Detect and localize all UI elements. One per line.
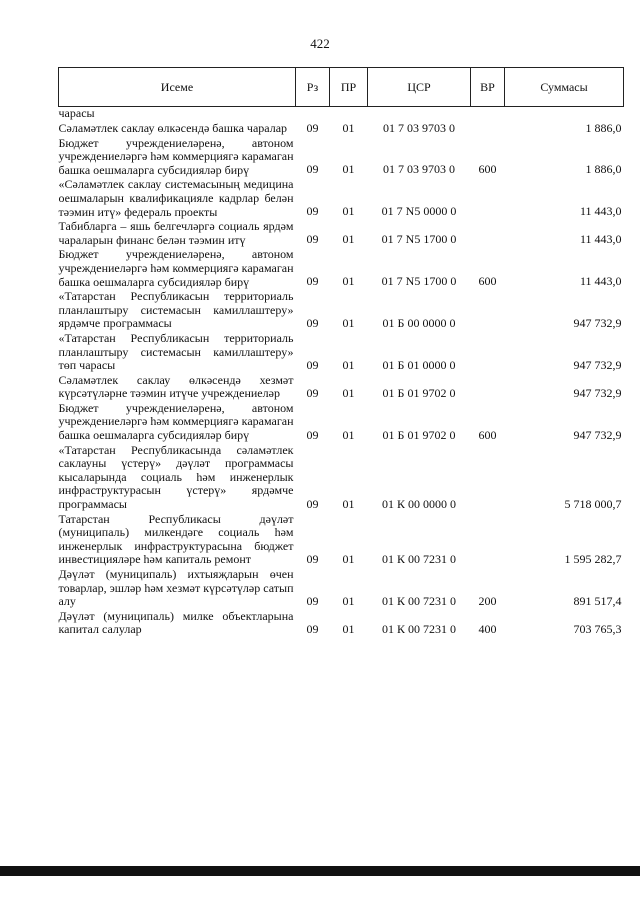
row-vr bbox=[471, 121, 505, 136]
row-sum: 1 595 282,7 bbox=[564, 552, 622, 566]
row-sum: 11 443,0 bbox=[579, 204, 622, 219]
table-header bbox=[59, 68, 624, 107]
row-pr: 01 bbox=[342, 593, 355, 608]
table-row bbox=[59, 512, 624, 567]
row-pr: 01 bbox=[342, 385, 355, 400]
table-body bbox=[59, 107, 624, 637]
row-rz: 09 bbox=[306, 274, 319, 289]
row-sum: 947 732,9 bbox=[573, 315, 622, 330]
table-row bbox=[59, 567, 624, 609]
header-name: Исеме bbox=[59, 68, 296, 107]
row-rz: 09 bbox=[306, 232, 319, 247]
row-rz: 09 bbox=[306, 496, 319, 511]
row-csr: 01 К 00 7231 0 bbox=[381, 593, 456, 608]
row-csr: 01 К 00 7231 0 bbox=[381, 552, 456, 566]
row-csr: 01 7 N5 1700 0 bbox=[381, 274, 457, 289]
header-pr: ПР bbox=[330, 68, 368, 107]
row-vr: 400 bbox=[478, 621, 497, 636]
table-row bbox=[59, 107, 624, 121]
row-rz: 09 bbox=[306, 621, 319, 636]
row-vr bbox=[471, 177, 505, 219]
row-sum: 1 886,0 bbox=[585, 162, 622, 177]
row-csr: 01 7 03 9703 0 bbox=[383, 162, 455, 177]
row-pr: 01 bbox=[342, 357, 355, 372]
row-vr bbox=[471, 512, 505, 567]
table-row bbox=[59, 177, 624, 219]
row-csr bbox=[368, 107, 471, 121]
header-csr: ЦСР bbox=[368, 68, 471, 107]
row-sum: 11 443,0 bbox=[579, 274, 622, 289]
row-rz: 09 bbox=[306, 315, 319, 330]
row-pr: 01 bbox=[342, 315, 355, 330]
row-sum: 947 732,9 bbox=[573, 385, 622, 400]
row-pr: 01 bbox=[342, 120, 355, 135]
row-csr: 01 К 00 0000 0 bbox=[381, 496, 456, 511]
row-pr bbox=[330, 107, 368, 121]
row-sum: 947 732,9 bbox=[573, 427, 622, 442]
row-name: Табибларга – яшь белгечләргә социаль ярдәм чараларын финанс белән тәэмин итү bbox=[58, 219, 294, 247]
header-vr: ВР bbox=[471, 68, 505, 107]
table-row bbox=[59, 219, 624, 247]
row-csr: 01 Б 01 0000 0 bbox=[382, 357, 456, 372]
row-name: чарасы bbox=[58, 106, 95, 120]
row-rz: 09 bbox=[306, 427, 319, 442]
row-sum bbox=[505, 107, 624, 121]
row-pr: 01 bbox=[342, 232, 355, 247]
header-row bbox=[59, 68, 624, 107]
table-row bbox=[59, 121, 624, 136]
table-row bbox=[59, 401, 624, 443]
row-vr bbox=[471, 219, 505, 247]
row-vr bbox=[471, 107, 505, 121]
row-vr: 600 bbox=[478, 427, 497, 442]
table-row bbox=[59, 609, 624, 637]
row-pr: 01 bbox=[342, 552, 355, 566]
row-rz: 09 bbox=[306, 593, 319, 608]
table-row bbox=[59, 443, 624, 512]
table-row bbox=[59, 247, 624, 289]
row-sum: 891 517,4 bbox=[573, 593, 622, 608]
row-csr: 01 К 00 7231 0 bbox=[381, 621, 456, 636]
row-vr: 600 bbox=[478, 274, 497, 289]
budget-table-container bbox=[58, 67, 623, 637]
table-row bbox=[59, 289, 624, 331]
row-name: «Сәламәтлек саклау системасының медицина оешмаларын квалификацияле кадрлар белән тәэмин итү» федераль проекты bbox=[58, 177, 294, 219]
row-sum: 947 732,9 bbox=[573, 357, 622, 372]
row-pr: 01 bbox=[342, 274, 355, 289]
row-sum: 5 718 000,7 bbox=[564, 496, 622, 511]
row-name: Дәүләт (муниципаль) милке объектларына капитал салулар bbox=[58, 608, 294, 637]
row-pr: 01 bbox=[342, 204, 355, 219]
row-sum: 1 886,0 bbox=[585, 120, 622, 135]
row-name: Дәүләт (муниципаль) ихтыяҗларын өчен товарлар, эшләр һәм хезмәт күрсәтүләр сатып алу bbox=[58, 567, 294, 609]
row-name: Татарстан Республикасы дәүләт (муниципаль) милкендәге социаль һәм инженерлык инфраструктурасына бюджет инвестицияләре һәм капиталь ремонт bbox=[58, 511, 294, 567]
row-pr: 01 bbox=[342, 496, 355, 511]
row-rz: 09 bbox=[306, 385, 319, 400]
row-name: Сәламәтлек саклау өлкәсендә башка чаралар bbox=[58, 121, 288, 135]
row-csr: 01 Б 01 9702 0 bbox=[382, 385, 456, 400]
row-name: Бюджет учреждениеләренә, автоном учреждениеләргә һәм коммерциягә карамаган башка оешмаларга субсидияләр бирү bbox=[58, 135, 294, 177]
row-pr: 01 bbox=[342, 621, 355, 636]
row-sum: 703 765,3 bbox=[573, 621, 622, 636]
table-row bbox=[59, 136, 624, 178]
row-rz: 09 bbox=[306, 120, 319, 135]
row-name: «Татарстан Республикасын территориаль планлаштыру системасын камиллаштеру» төп чарасы bbox=[58, 330, 294, 373]
row-rz: 09 bbox=[306, 204, 319, 219]
row-name: «Татарстан Республикасында сәламәтлек саклауны үстерү» дәүләт программасы кысаларында социаль һәм инженерлык инфраструктурасын үстерү» ярдәмче программасы bbox=[58, 442, 294, 512]
row-vr bbox=[471, 443, 505, 512]
row-rz: 09 bbox=[306, 357, 319, 372]
header-rz: Рз bbox=[296, 68, 330, 107]
header-sum: Суммасы bbox=[505, 68, 624, 107]
row-csr: 01 7 N5 1700 0 bbox=[381, 232, 457, 247]
scan-bottom-edge bbox=[0, 866, 640, 876]
row-vr bbox=[471, 289, 505, 331]
page-number: 422 bbox=[310, 36, 330, 51]
row-vr bbox=[471, 331, 505, 373]
row-name: «Татарстан Республикасын территориаль планлаштыру системасын камиллаштеру» ярдәмче программасы bbox=[58, 289, 294, 331]
row-csr: 01 Б 01 9702 0 bbox=[382, 427, 456, 442]
row-rz bbox=[296, 107, 330, 121]
row-pr: 01 bbox=[342, 162, 355, 177]
row-vr: 600 bbox=[478, 162, 497, 177]
row-sum: 11 443,0 bbox=[579, 232, 622, 247]
row-name: Сәламәтлек саклау өлкәсендә хезмәт күрсәтүләрне тәэмин итүче учреждениеләр bbox=[58, 372, 294, 401]
row-name: Бюджет учреждениеләренә, автоном учреждениеләргә һәм коммерциягә карамаган башка оешмаларга субсидияләр бирү bbox=[58, 400, 294, 443]
row-vr: 200 bbox=[478, 593, 497, 608]
row-name: Бюджет учреждениеләренә, автоном учреждениеләргә һәм коммерциягә карамаган башка оешмаларга субсидияләр бирү bbox=[58, 247, 294, 289]
row-csr: 01 Б 00 0000 0 bbox=[382, 315, 456, 330]
row-rz: 09 bbox=[306, 162, 319, 177]
table-row bbox=[59, 331, 624, 373]
budget-table bbox=[58, 67, 624, 637]
row-rz: 09 bbox=[306, 552, 319, 566]
row-csr: 01 7 N5 0000 0 bbox=[381, 204, 457, 219]
row-pr: 01 bbox=[342, 427, 355, 442]
table-row bbox=[59, 373, 624, 401]
row-csr: 01 7 03 9703 0 bbox=[383, 120, 455, 135]
row-vr bbox=[471, 373, 505, 401]
